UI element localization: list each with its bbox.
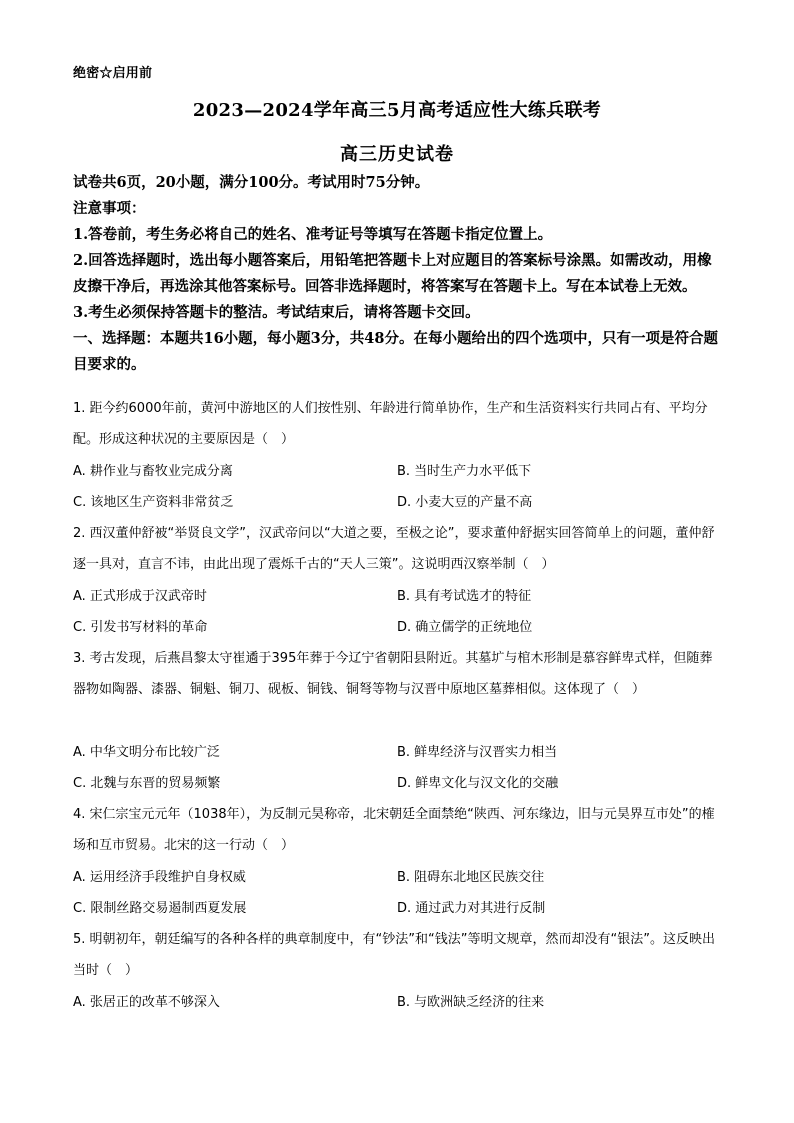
option-d: D. 确立儒学的正统地位 xyxy=(397,620,533,635)
option-b: B. 当时生产力水平低下 xyxy=(397,464,532,479)
option-a: A. 张居正的改革不够深入 xyxy=(73,995,220,1010)
option-b: B. 与欧洲缺乏经济的往来 xyxy=(397,995,545,1010)
option-a: A. 耕作业与畜牧业完成分离 xyxy=(73,464,233,479)
note-2: 2.回答选择题时，选出每小题答案后，用铅笔把答题卡上对应题目的答案标号涂黑。如需改动，用橡皮擦干净后，再选涂其他答案标号。回答非选择题时，将答案写在答题卡上。写在本试卷上无效。 xyxy=(73,252,712,295)
question-stem: 1. 距今约6000年前，黄河中游地区的人们按性别、年龄进行简单协作，生产和生活资料实行共同占有、平均分配。形成这种状况的主要原因是（ ） xyxy=(73,401,708,447)
instructions-block xyxy=(73,170,723,378)
option-a: A. 正式形成于汉武帝时 xyxy=(73,589,207,604)
question-stem: 5. 明朝初年，朝廷编写的各种各样的典章制度中，有“钞法”和“钱法”等明文规章，然而却没有“银法”。这反映出当时（ ） xyxy=(73,932,715,978)
question-stem: 4. 宋仁宗宝元元年（1038年），为反制元昊称帝，北宋朝廷全面禁绝“陕西、河东缘边，旧与元昊界互市处”的榷场和互市贸易。北宋的这一行动（ ） xyxy=(73,807,715,853)
section-heading: 一、选择题：本题共16小题，每小题3分，共48分。在每小题给出的四个选项中，只有一项是符合题目要求的。 xyxy=(73,330,718,373)
option-b: B. 阻碍东北地区民族交往 xyxy=(397,870,545,885)
exam-summary: 试卷共6页，20小题，满分100分。考试用时75分钟。 xyxy=(73,174,430,191)
option-a: A. 运用经济手段维护自身权威 xyxy=(73,870,246,885)
option-a: A. 中华文明分布比较广泛 xyxy=(73,745,220,760)
option-c: C. 引发书写材料的革命 xyxy=(73,620,208,635)
notes-title: 注意事项： xyxy=(73,200,146,217)
question-3 xyxy=(73,643,723,705)
option-b: B. 具有考试选才的特征 xyxy=(397,589,532,604)
question-5 xyxy=(73,924,723,986)
option-c: C. 北魏与东晋的贸易频繁 xyxy=(73,776,221,791)
question-stem: 2. 西汉董仲舒被“举贤良文学”，汉武帝问以“大道之要，至极之论”，要求董仲舒据实回答简单上的问题，董仲舒逐一具对，直言不讳，由此出现了震烁千古的“天人三策”。这说明西汉察举制（ ） xyxy=(73,526,715,572)
option-d: D. 小麦大豆的产量不高 xyxy=(397,495,533,510)
option-b: B. 鲜卑经济与汉晋实力相当 xyxy=(397,745,558,760)
option-d: D. 通过武力对其进行反制 xyxy=(397,901,546,916)
note-1: 1.答卷前，考生务必将自己的姓名、准考证号等填写在答题卡指定位置上。 xyxy=(73,226,553,243)
question-2 xyxy=(73,518,723,580)
question-1 xyxy=(73,393,723,455)
confidential-label: 绝密☆启用前 xyxy=(73,66,153,81)
option-c: C. 限制丝路交易遏制西夏发展 xyxy=(73,901,247,916)
question-stem: 3. 考古发现，后燕昌黎太守崔遹于395年葬于今辽宁省朝阳县附近。其墓圹与棺木形制是慕容鲜卑式样，但随葬器物如陶器、漆器、铜魁、铜刀、砚板、铜钱、铜弩等物与汉晋中原地区墓葬相似。这体现了（ ） xyxy=(73,651,713,697)
option-c: C. 该地区生产资料非常贫乏 xyxy=(73,495,234,510)
note-3: 3.考生必须保持答题卡的整洁。考试结束后，请将答题卡交回。 xyxy=(73,304,480,321)
exam-subtitle: 高三历史试卷 xyxy=(340,144,454,165)
exam-title: 2023—2024学年高三5月高考适应性大练兵联考 xyxy=(192,100,602,121)
option-d: D. 鲜卑文化与汉文化的交融 xyxy=(397,776,559,791)
question-4 xyxy=(73,799,723,861)
